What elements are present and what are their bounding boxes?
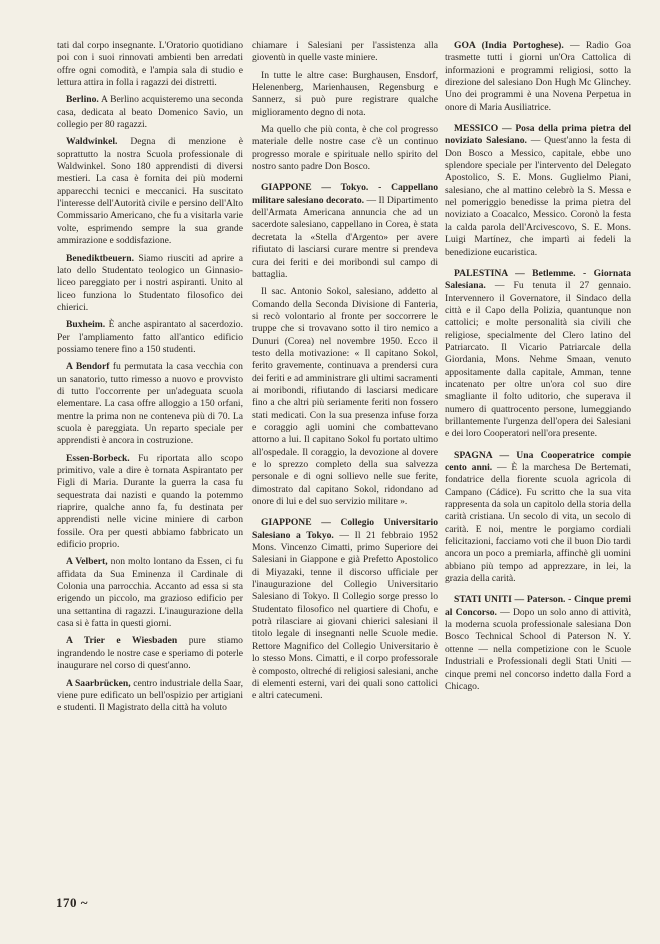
body-tokyo-chaplain: — Il Dipartimento dell'Armata Americana annuncia che ad un sacerdote salesiano, cappellano in Corea, è stata decretata la «Stella d'Argento» per avere rifiutato di lasciarsi curare mentre si prendeva cura dei feriti e dei moribondi sul campo di battaglia.	[252, 194, 438, 280]
body-tokyo-college: — Il 21 febbraio 1952 Mons. Vincenzo Cimatti, primo Superiore dei Salesiani in Giappone e già Prefetto Apostolico di Miyazaki, tenne il discorso ufficiale per l'inaugurazione del Collegio Universitario Salesiano di Tokyo. Il Collegio sorge presso lo Studentato filosofico nel quartiere di Chofu, e potrà rilasciare ai giovani chierici salesiani il titolo legale di insegnanti nelle Scuole medie. Rettore Magnifico del Collegio Universitario è lo stesso Mons. Cimatti, e il corpo professorale è composto, oltreché di religiosi salesiani, anche di elementi esterni, vari dei quali sono cattolici e altri catecumeni.	[252, 529, 438, 702]
text-column-middle	[252, 40, 438, 708]
heading-stati-uniti: STATI UNITI — Paterson. - Cinque premi al Concorso.	[445, 594, 631, 618]
article-messico	[445, 123, 631, 259]
paragraph-trier-wiesbaden	[57, 635, 243, 672]
paragraph-buxheim	[57, 319, 243, 356]
heading-tokyo-chaplain: GIAPPONE — Tokyo. - Cappellano militare salesiano decorato.	[252, 182, 438, 206]
heading-berlino: Berlino.	[66, 94, 99, 106]
heading-messico: MESSICO — Posa della prima pietra del noviziato Salesiano.	[445, 123, 631, 147]
body-palestina: — Fu tenuta il 27 gennaio. Intervennero il Governatore, il Sindaco della città e il Capo della Polizia, quantunque non cattolici; e molte personalità sia civili che religiose, specialmente del Clero latino del Patriarcato. Il Vicario Patriarcale della Giordania, Mons. Nehme Smaan, venuto appositamente dalla capitale, Amman, tenne incatenato per oltre un'ora col suo dire smagliante il folto uditorio, che superava il numero di quattrocento persone, lumeggiando brillantemente l'urgenza dell'opera dei Salesiani e dei loro Cooperatori nell'ora presente.	[445, 280, 631, 440]
heading-trier-wiesbaden: A Trier e Wiesbaden	[66, 635, 178, 647]
heading-velbert: A Velbert,	[66, 556, 108, 568]
paragraph-berlino	[57, 94, 243, 131]
body-messico: — Quest'anno la festa di Don Bosco a Messico, capitale, ebbe uno splendore speciale per l'intervento del Delegato Apostolico, S. E. Mons. Guglielmo Piani, salesiano, che al mattino celebrò la S. Messa e nel pomeriggio benedisse la prima pietra del noviziato a Coacalco, Messico. Coronò la festa la calda parola dell'Arcivescovo, S. E. Mons. Luigi Martínez, che impartì ai fedeli la benedizione eucaristica.	[445, 135, 631, 258]
body-trier-wiesbaden: pure stiamo ingrandendo le nostre case e speriamo di poterle inaugurare nel corso di quest'anno.	[57, 635, 243, 672]
body-velbert: non molto lontano da Essen, ci fu affidata da Sua Eminenza il Cardinale di Colonia una parrocchia. Accanto ad essa si sta erigendo un piccolo, ma grazioso edificio per una settantina di ragazzi. L'inaugurazione della casa si è fatta in questi giorni.	[57, 556, 243, 630]
heading-palestina: PALESTINA — Betlemme. - Giornata Salesiana.	[445, 267, 631, 292]
text-column-right	[445, 40, 631, 698]
paragraph-moral-progress: Ma quello che più conta, è che col progresso materiale delle nostre case c'è un continuo progresso morale e spirituale nello spirito del nostro santo padre Don Bosco.	[252, 124, 438, 173]
paragraph-saar-continued: chiamare i Salesiani per l'assistenza alla gioventù in quelle vaste miniere.	[252, 40, 438, 64]
article-spagna	[445, 450, 631, 586]
paragraph-waldwinkel	[57, 136, 243, 247]
paragraph-saarbrucken	[57, 678, 243, 715]
body-bendorf: fu permutata la casa vecchia con un sanatorio, tutto rimesso a nuovo e provvisto di tutto l'occorrente per un'adeguata scuola elementare. La casa offre alloggio a 150 orfani, mentre la prima non ne conteneva più di 70. La scuola è pareggiata. Un reparto speciale per apprendisti è ancora in costruzione.	[57, 361, 243, 447]
paragraph-essen-borbeck	[57, 453, 243, 552]
heading-goa: GOA (India Portoghese).	[454, 40, 564, 51]
heading-benediktbeuern: Benediktbeuern.	[66, 252, 134, 264]
article-stati-uniti	[445, 594, 631, 693]
article-palestina	[445, 268, 631, 441]
article-goa	[445, 40, 631, 114]
article-tokyo-college	[252, 517, 438, 702]
body-spagna: — È la marchesa De Bertemati, fondatrice della fiorente scuola agricola di Campano (Cádice). Fu scritto che la sua vita rappresenta da sola un capitolo della storia della carità cristiana. Un secolo di vita, un secolo di carità. E noi, mentre le porgiamo cordiali felicitazioni, facciamo voti che il buon Dio tardi ancora un poco a premiarla, affinchè gli uomini abbiano più tempo ad apprezzare, in lei, la grazia della carità.	[445, 462, 631, 585]
body-goa: — Radio Goa trasmette tutti i giorni un'Ora Cattolica di informazioni e programmi religiosi, sotto la direzione del salesiano Don Hugh Mc Glinchey. Uno dei programmi è una Novena Perpetua in onore di Maria Ausiliatrice.	[445, 40, 631, 113]
body-waldwinkel: Degna di menzione è soprattutto la nostra Scuola professionale di Waldwinkel. Sono 180 apprendisti di diversi mestieri. La casa è fornita dei più moderni apparecchi tecnici e meccanici. Ha suscitato l'interesse dell'Autorità civile e persino dell'Alto Commissario Americano, che fu a visitarla varie volte, esprimendo sempre la sua grande ammirazione e soddisfazione.	[57, 136, 243, 247]
paragraph-benediktbeuern	[57, 253, 243, 315]
body-benediktbeuern: Siamo riusciti ad aprire a lato dello Studentato teologico un Ginnasio-liceo pareggiato per i nostri aspiranti. Unito al liceo funziona lo Studentato filosofico dei chierici.	[57, 252, 243, 313]
paragraph-velbert	[57, 556, 243, 630]
body-saarbrucken: centro industriale della Saar, viene pure edificato un bell'ospizio per artigiani e studenti. Il Magistrato della città ha voluto	[57, 677, 243, 714]
body-buxheim: È anche aspirantato al sacerdozio. Per l'ampliamento fatto all'antico edificio possiamo tenere fino a 150 studenti.	[57, 319, 243, 355]
text-column-left	[57, 40, 243, 720]
paragraph-other-houses: In tutte le altre case: Burghausen, Ensdorf, Helenenberg, Marienhausen, Regensburg e Sannerz, si può pure registrare qualche miglioramento degno di nota.	[252, 69, 438, 118]
article-tokyo-chaplain	[252, 182, 438, 281]
paragraph-sokol: Il sac. Antonio Sokol, salesiano, addetto al Comando della Seconda Divisione di Fanteria, si recò volontario al fronte per soccorrere le truppe che si trovavano sotto il tiro nemico a Dunuri (Corea) nel novembre 1950. Ecco il testo della motivazione: « Il capitano Sokol, ferito gravemente, continuava a prendersi cura dei feriti e ad amministrare gli ultimi sacramenti ai moribondi, rifiutando di lasciarsi medicare fino a che altri più seriamente feriti non fossero stati medicati. Con la sua presenza infuse forza e coraggio agli uomini che combattevano attorno a lui. Il capitano Sokol fu portato ultimo all'ospedale. Il coraggio, la devozione al dovere e lo sprezzo completo della sua salvezza personale e di ogni sollievo nelle sue ferite, dimostrato dal capitano Sokol, ridondano ad onore di lui e del suo servizio militare ».	[252, 286, 438, 508]
body-essen-borbeck: Fu riportata allo scopo primitivo, vale a dire è tornata Aspirantato per Figli di Maria. Durante la guerra la casa fu sequestrata dai nazisti e quando la potemmo riaprire, qualche anno fa, fu destinata per apprendisti nelle vicine miniere di carbon fossile. Ora per questi abbiamo fabbricato un edificio proprio.	[57, 452, 243, 551]
paragraph-bendorf	[57, 361, 243, 447]
heading-buxheim: Buxheim.	[66, 319, 106, 331]
body-stati-uniti: — Dopo un solo anno di attività, la moderna scuola professionale salesiana Don Bosco Technical School di Paterson N. Y. ottenne — nella competizione con le Scuole Industriali e Professionali degli Stati Uniti — cinque premi nel concorso indetto dalla Ford a Chicago.	[445, 606, 631, 692]
body-berlino: A Berlino acquisteremo una seconda casa, dedicata al beato Domenico Savio, un collegio per 80 ragazzi.	[57, 94, 243, 131]
heading-spagna: SPAGNA — Una Cooperatrice compie cento anni.	[445, 449, 631, 473]
heading-saarbrucken: A Saarbrücken,	[66, 677, 131, 689]
heading-tokyo-college: GIAPPONE — Collegio Universitario Salesiano a Tokyo.	[252, 517, 438, 541]
heading-bendorf: A Bendorf	[66, 361, 110, 373]
paragraph-oratorio: tati dal corpo insegnante. L'Oratorio quotidiano poi con i suoi rinnovati ambienti ben arredati offre ogni comodità, e l'ampia sala di studio e lettura attira in folla i ragazzi dei distretti.	[57, 40, 243, 89]
page-number: 170 ~	[56, 895, 89, 910]
heading-essen-borbeck: Essen-Borbeck.	[66, 452, 130, 464]
heading-waldwinkel: Waldwinkel.	[66, 136, 118, 148]
